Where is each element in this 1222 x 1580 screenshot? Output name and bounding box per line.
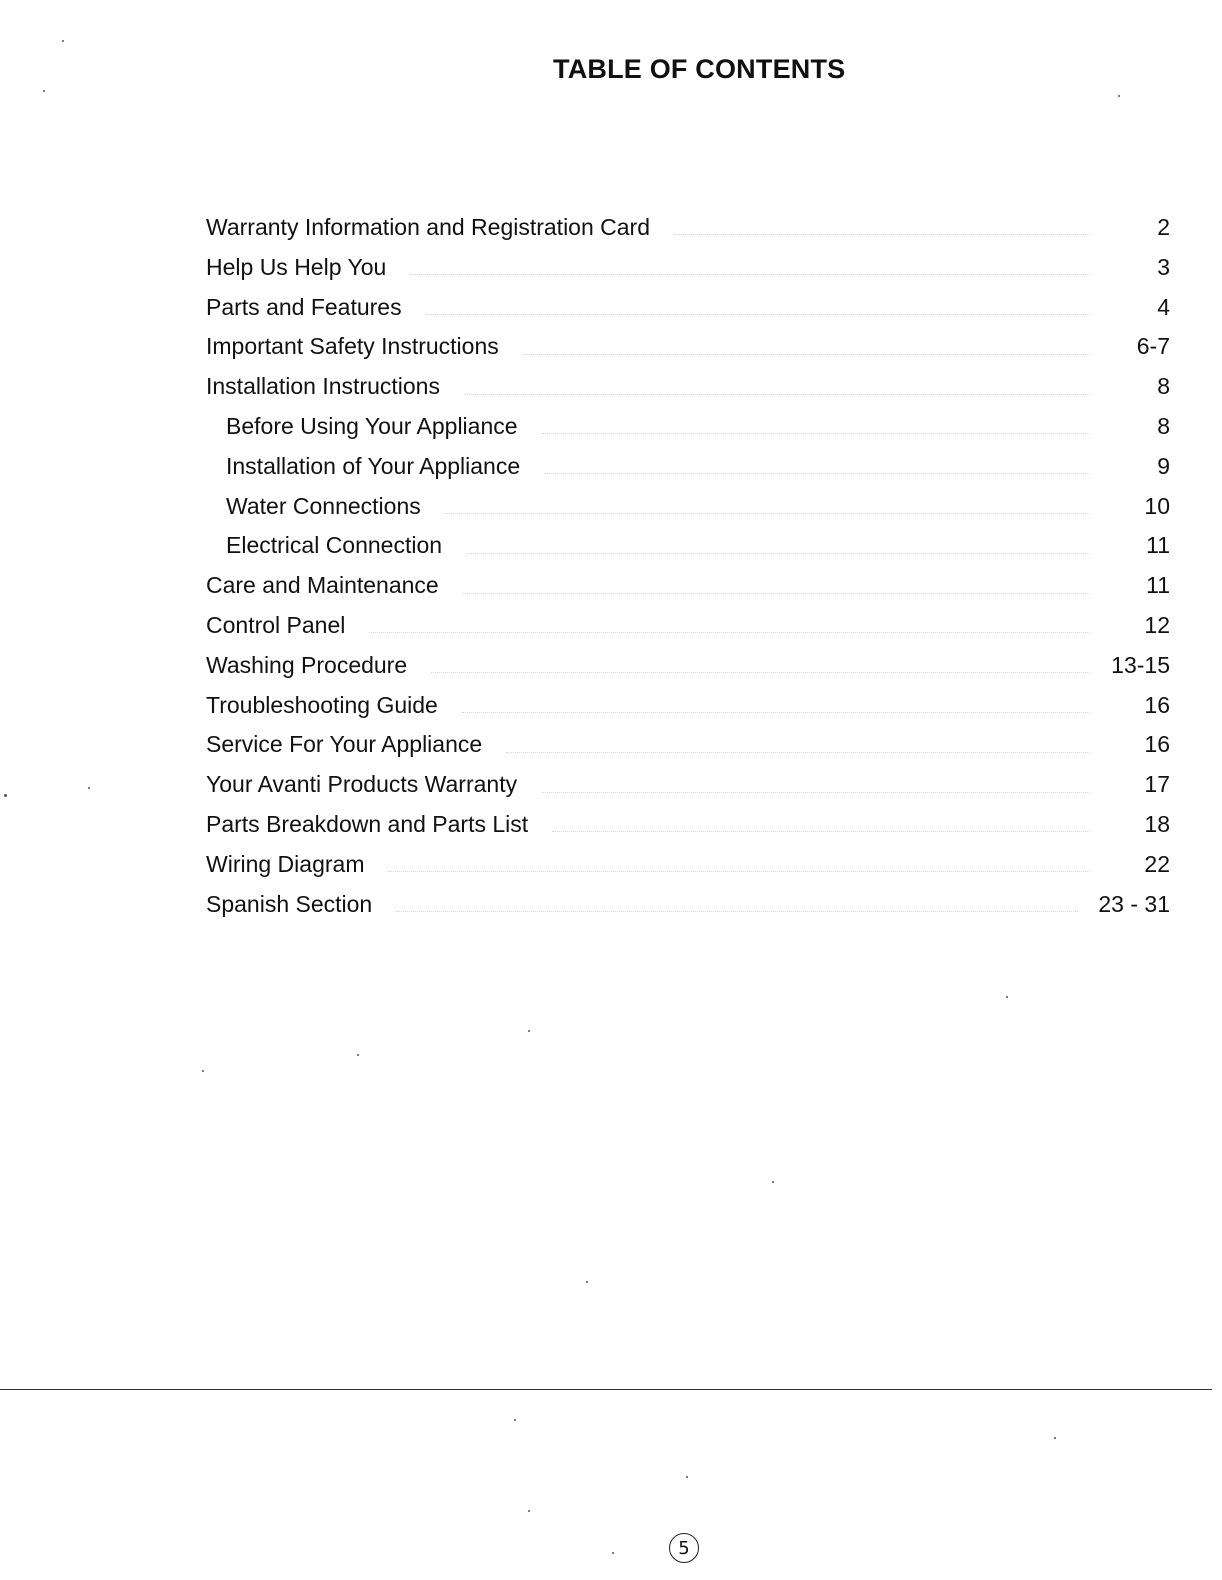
toc-entry-label: Warranty Information and Registration Card: [206, 214, 651, 240]
toc-subentry[interactable]: [206, 487, 1170, 527]
toc-entry-page: 2: [1157, 214, 1170, 240]
scan-speck: [62, 40, 64, 42]
scan-speck: [528, 1510, 530, 1512]
dot-leader: [462, 698, 1090, 713]
dot-leader: [426, 300, 1090, 315]
toc-entry[interactable]: [206, 606, 1170, 646]
toc-entry-label: Water Connections: [226, 492, 421, 519]
dot-leader: [445, 499, 1090, 514]
toc-entry-label: Installation of Your Appliance: [226, 452, 521, 479]
toc-entry[interactable]: [206, 327, 1170, 367]
toc-entry-label: Your Avanti Products Warranty: [206, 771, 518, 798]
scan-speck: [88, 787, 90, 789]
toc-entry[interactable]: [206, 805, 1170, 845]
dot-leader: [542, 419, 1090, 434]
scan-speck: [772, 1181, 774, 1183]
toc-entry-page: 10: [1144, 492, 1170, 519]
toc-entry-label: Parts and Features: [206, 293, 402, 320]
toc-subentry[interactable]: [206, 407, 1170, 447]
toc-entry-page: 3: [1157, 253, 1170, 280]
toc-entry[interactable]: [206, 288, 1170, 328]
toc-subentry[interactable]: [206, 447, 1170, 487]
toc-entry-label: Help Us Help You: [206, 253, 387, 280]
toc-entry[interactable]: [206, 845, 1170, 885]
page-title: TABLE OF CONTENTS: [553, 54, 846, 84]
scan-speck: [4, 794, 7, 797]
toc-entry[interactable]: [206, 646, 1170, 686]
toc-entry-label: Electrical Connection: [226, 532, 443, 559]
toc-entry-label: Washing Procedure: [206, 651, 408, 678]
scan-speck: [357, 1054, 359, 1056]
toc-entry-label: Wiring Diagram: [206, 850, 365, 877]
scan-speck: [586, 1281, 588, 1283]
scan-speck: [1006, 996, 1008, 998]
dot-leader: [463, 579, 1090, 594]
toc-entry-label: Before Using Your Appliance: [226, 412, 518, 439]
dot-leader: [388, 857, 1090, 872]
toc-entry-page: 8: [1157, 412, 1170, 439]
toc-entry[interactable]: [206, 885, 1170, 925]
toc-entry-page: 4: [1157, 293, 1170, 320]
toc-entry-page: 17: [1144, 771, 1170, 798]
toc-entry-page: 22: [1144, 850, 1170, 877]
dot-leader: [523, 340, 1090, 355]
table-of-contents: [206, 208, 1170, 924]
toc-entry-page: 11: [1146, 572, 1170, 599]
toc-entry[interactable]: [206, 208, 1170, 248]
toc-entry-page: 6-7: [1136, 333, 1170, 360]
toc-entry[interactable]: [206, 566, 1170, 606]
toc-entry-label: Important Safety Instructions: [206, 333, 499, 360]
toc-entry-page: 18: [1144, 810, 1170, 837]
toc-entry-page: 23 - 31: [1098, 890, 1170, 917]
toc-entry-label: Installation Instructions: [206, 373, 440, 400]
scan-speck: [43, 90, 45, 92]
toc-entry[interactable]: [206, 725, 1170, 765]
toc-entry-page: 16: [1144, 731, 1170, 758]
toc-entry-label: Control Panel: [206, 611, 346, 638]
dot-leader: [544, 459, 1090, 474]
toc-entry-page: 9: [1157, 452, 1170, 479]
dot-leader: [466, 539, 1090, 554]
dot-leader: [369, 618, 1090, 633]
scan-speck: [1054, 1437, 1056, 1439]
dot-leader: [674, 220, 1090, 235]
dot-leader: [410, 260, 1090, 275]
scan-speck: [686, 1476, 688, 1478]
toc-entry-page: 8: [1157, 373, 1170, 400]
toc-entry-page: 13-15: [1111, 651, 1170, 678]
scan-speck: [528, 1030, 530, 1032]
toc-entry-page: 16: [1144, 691, 1170, 718]
toc-entry-label: Troubleshooting Guide: [206, 691, 438, 718]
footer-divider: [0, 1389, 1212, 1390]
toc-entry[interactable]: [206, 765, 1170, 805]
dot-leader: [396, 897, 1078, 912]
toc-entry[interactable]: [206, 367, 1170, 407]
dot-leader: [541, 778, 1090, 793]
scan-speck: [612, 1552, 614, 1554]
scan-speck: [202, 1070, 204, 1072]
toc-subentry[interactable]: [206, 526, 1170, 566]
toc-entry[interactable]: [206, 248, 1170, 288]
dot-leader: [431, 658, 1090, 673]
toc-entry-label: Service For Your Appliance: [206, 731, 483, 758]
toc-entry-label: Care and Maintenance: [206, 572, 439, 599]
page-number-badge: 5: [669, 1533, 699, 1563]
scan-speck: [1118, 95, 1120, 97]
toc-entry[interactable]: [206, 686, 1170, 726]
toc-entry-label: Parts Breakdown and Parts List: [206, 810, 529, 837]
scan-speck: [514, 1419, 516, 1421]
toc-entry-page: 12: [1144, 611, 1170, 638]
dot-leader: [464, 380, 1090, 395]
dot-leader: [552, 817, 1090, 832]
toc-entry-label: Spanish Section: [206, 890, 373, 917]
toc-entry-page: 11: [1146, 532, 1170, 559]
dot-leader: [506, 738, 1090, 753]
